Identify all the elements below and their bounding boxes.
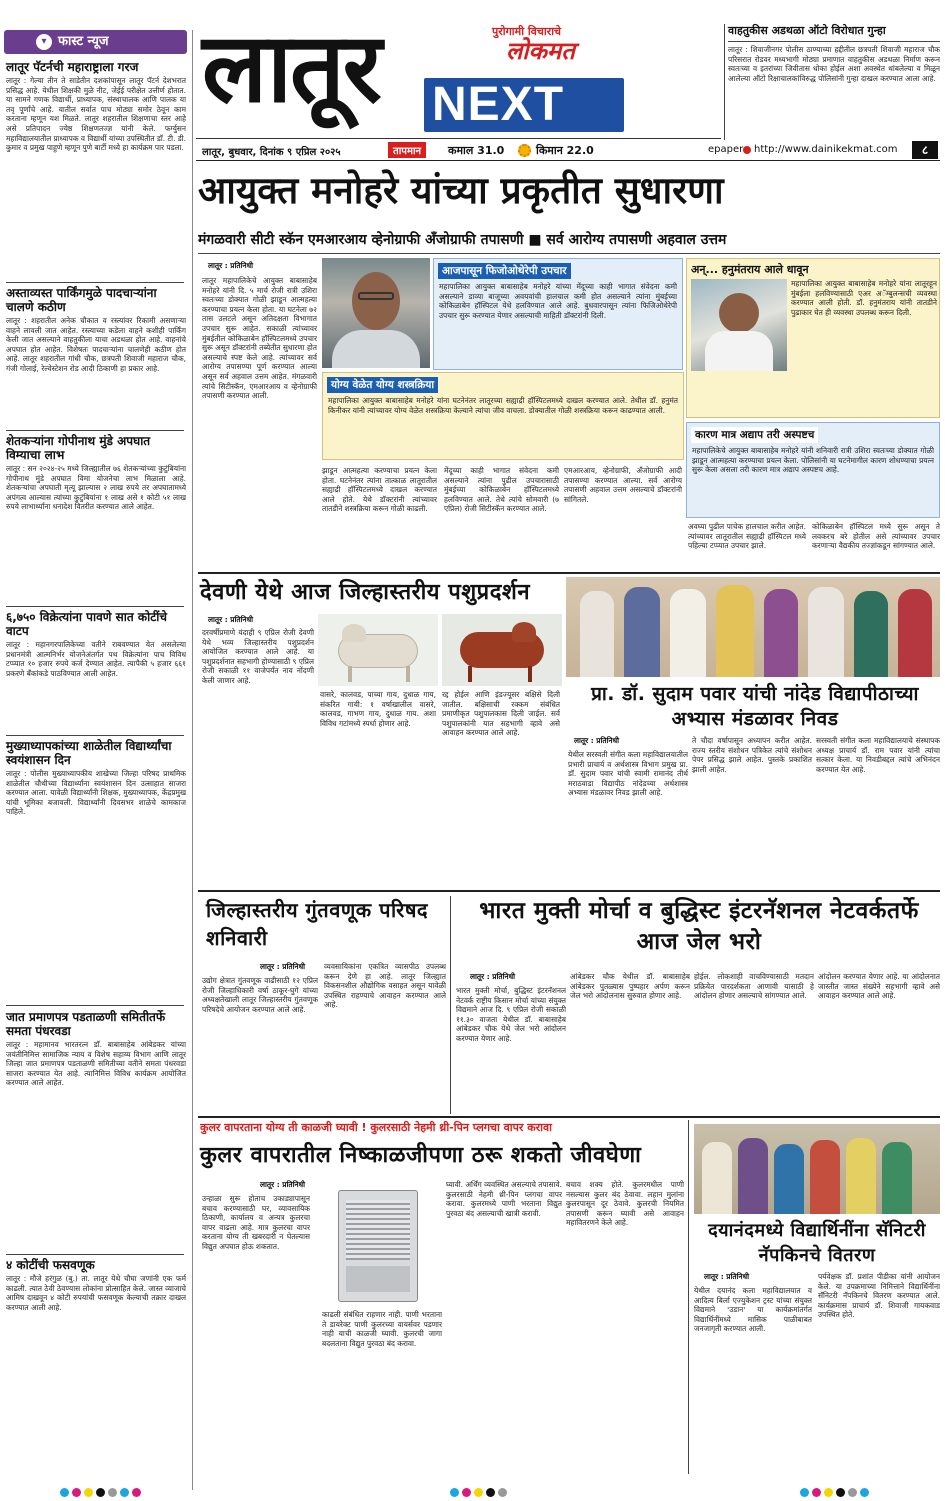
cattle-headline: देवणी येथे आज जिल्हास्तरीय पशुप्रदर्शन: [200, 580, 531, 605]
topright-separator: [724, 24, 725, 140]
portrait-head: [352, 272, 400, 330]
doctor-coat: [705, 331, 773, 371]
temp-max: कमाल 31.0: [448, 144, 505, 157]
bull-legs: [348, 666, 410, 682]
bull-legs: [468, 666, 532, 682]
cooler-photo: [314, 1186, 440, 1306]
lead-byline: लातूर : प्रतिनिधी: [208, 261, 254, 270]
temp-label: तापमान: [388, 142, 426, 158]
story-headline: अस्ताव्यस्त पार्किंगमुळे पादचाऱ्यांना चालणे कठीण: [6, 286, 157, 314]
lead-headline: आयुक्त मनोहरे यांच्या प्रकृतीत सुधारणा: [198, 169, 724, 212]
lead-subhead: मंगळवारी सीटी स्कॅन एमआरआय व्हेनोग्राफी अँजोग्राफी तपासणी ■ सर्व आरोग्य तपासणी अहवाल उत्तम: [198, 232, 727, 248]
cattle-col2: वासरे, कालवड, पाच्या गाय, दुधाळ गाय, संकरित गायी: १ वर्षाखालील वासरे, कालवड, गाभण गाय, दुधाळ गाय. अशा विविध गटांमध्ये स्पर्धा होणार आहे.: [320, 690, 436, 728]
council-byline: लातूर : प्रतिनिधी: [260, 962, 306, 971]
cooler-col1: उन्हाळा सुरू होताच उकाड्यापासून बचाव करण्यासाठी घर, व्यावसायिक ठिकाणी, कार्यालय व अन्यत्र कुलरचा वापर वाढला आहे. मात्र कुलरचा वापर करताना योग्य ती खबरदारी न घेतल्यास विद्युत अपघात होऊ शकतात.: [202, 1194, 310, 1251]
sidebar-story-3: [6, 434, 186, 610]
magenta-dot: [812, 1488, 821, 1497]
story-body: लातूर : पोलीस मुख्याध्यापकीय शाखेच्या जिल्हा परिषद प्राथमिक शाळेतील चौथीच्या विद्यार्थ्यांना स्वयंशासन दिन उत्साहात साजरा करण्यात आला. यावेळी विद्यार्थ्यांनी शिक्षक, मुख्याध्यापक, केंद्रप्रमुख यांची भूमिका बजावली. विद्यार्थ्यांनी दिवसभर शाळेचे कामकाज पाहिले.: [6, 769, 186, 817]
sidebar-story-7: [6, 1258, 186, 1484]
story-headline: मुख्याध्यापकांच्या शाळेतील विद्यार्थ्यांचा स्वयंशासन दिन: [6, 739, 172, 767]
sidebar: [4, 30, 187, 1485]
council-col1: उद्योग क्षेत्रात गुंतवणूक वाढीसाठी १२ एप्रिल रोजी जिल्हाधिकारी वर्षा ठाकूर-घुगे यांच्या अध्यक्षतेखाली लातूर जिल्हास्तरीय गुंतवणूक परिषदेचे आयोजन करण्यात आले आहे.: [202, 976, 318, 1014]
story-body: लातूर : शहरातील अनेक चौकात व रस्त्यांवर रिकामी असणाऱ्या वाहने लावली जात आहेत. रस्त्याच्या कडेला वाहने कशीही पार्किंग केली जात असल्याने वाहतुकीला याचा अडथळा होत आहे. वाहनांचे अपघात होत आहेत. विशेषतः पादचाऱ्यांना चालणेही कठीण होत आहे. लातूर शहरातील गांधी चौक, छत्रपती शिवाजी महाराज चौक, गंजी गोलाई, रेल्वेस्टेशन रोड आदी ठिकाणी हा प्रकार आहे.: [6, 316, 186, 373]
person: [854, 591, 888, 677]
epaper-icon: [743, 146, 751, 154]
lead-col1: लातूर महापालिकेचे आयुक्त बाबासाहेब मनोहरे यांनी दि. ५ मार्च रोजी रात्री उशिरा स्वतःच्या डोक्यात गोळी झाडून आत्महत्या करण्याचा प्रयत्न केला होता. या घटनेला ७२ तास उलटले असून अतिदक्षता विभागात उपचार सुरू आहेत. सकाळी त्यांच्यावर मुंबईतील कोकिळाबेन हॉस्पिटलमध्ये उपचार सुरू असून डॉक्टरांनी तब्येतीत सुधारणा होत असल्याचे स्पष्ट केले आहे. त्यांच्यावर सर्व आरोग्य तपासण्या पूर्ण करण्यात आल्या असून सर्व अहवाल उत्तम आहेत. मंगळवारी त्यांचे सिटीस्कॅन, एमआरआय व व्हेनोग्राफी तपासणी करण्यात आली.: [202, 276, 317, 401]
magenta-dot: [132, 1488, 141, 1497]
box-headline: योग्य वेळेत योग्य शस्त्रक्रिया: [327, 377, 438, 393]
story-headline: शेतकऱ्यांना गोपीनाथ मुंडे अपघात विम्याचा लाभ: [6, 434, 151, 462]
pawar-col1: येथील सरस्वती संगीत कला महाविद्यालयातील प्रभारी प्राचार्य व अर्थशास्त्र विभाग प्रमुख प्रा. डॉ. सुदाम पवार यांची स्वामी रामानंद तीर्थ मराठवाडा विद्यापीठ नांदेडच्या अर्थशास्त्र अभ्यास मंडळावर निवड झाली आहे.: [568, 750, 688, 798]
cyan-dot: [800, 1488, 809, 1497]
dateline: लातूर, बुधवार, दिनांक ९ एप्रिल २०२५: [202, 147, 341, 158]
black-dot: [486, 1488, 495, 1497]
doctor-photo: [691, 279, 787, 371]
person: [846, 1138, 876, 1214]
portrait-photo: [322, 258, 430, 368]
masthead-next: NEXT: [432, 78, 565, 131]
box-headline: कारण मात्र अद्याप तरी अस्पष्टच: [691, 427, 818, 443]
person: [810, 1140, 840, 1214]
sidebar-story-1: [6, 60, 186, 276]
portrait-shirt: [332, 330, 420, 368]
divider: [6, 282, 184, 283]
story-body: लातूर : सन २०२४-२५ मध्ये जिल्ह्यातील ७६ शेतकऱ्यांच्या कुटुंबियांना गोपीनाथ मुंडे अपघात विमा योजनेचा लाभ मिळाला आहे. शेतकऱ्यांचा अपघाती मृत्यू झाल्यास २ लाख रुपये तर अपघातामध्ये अपंगत्व आल्यास त्यांच्या कुटुंबियांना १ लाख असे १ कोटी ५१ लाख रुपये लाभार्थ्यांना धनादेश वितरीत करण्यात आले आहेत.: [6, 464, 186, 512]
sidebar-separator: [192, 30, 193, 1490]
cyan-dot: [120, 1488, 129, 1497]
sidebar-header-icon: ▾: [36, 34, 52, 50]
dayanand-photo: [694, 1124, 940, 1214]
box-body: महापालिका आयुक्त बाबासाहेब मनोहरे यांच्या मेंदूच्या काही भागात संवेदना कमी असल्याने डाव्या बाजूच्या अवयवांची हालचाल कमी होत असल्याने त्यांना मुंबईच्या कोकिळाबेन हॉस्पिटल येथे हलविण्यात आले आहे. बुधवारपासून त्यांना फिजिओथेरेपी उपचार सुरू करण्यात येणार असल्याची माहिती डॉक्टरांनी दिली.: [439, 282, 677, 320]
yellow-dot: [84, 1488, 93, 1497]
story-body: लातूर : महानगरपालिकेच्या वतीने राबवण्यात येत असलेल्या प्रधानमंत्री आत्मनिर्भर योजनेअंतर्गत पथ विक्रेत्यांना पाच विविध टप्प्यात १० हजार रुपये कर्ज देण्यात आहेत. त्यापैकी ५ हजार ६६१ प्रकरणे बँकांकडे पाठविण्यात आली आहेत.: [6, 640, 186, 678]
sidebar-story-5: [6, 739, 186, 985]
pawar-byline: लातूर : प्रतिनिधी: [574, 736, 620, 745]
doctor-figure: [719, 293, 759, 333]
cooler-byline: लातूर : प्रतिनिधी: [260, 1180, 306, 1189]
bmm-col3: होईल. लोकशाही वाचविण्यासाठी मतदान प्रक्रियेत पारदर्शकता आणावी यासाठी हे आंदोलन होणार असल्याचे सांगण्यात आले.: [694, 972, 814, 1001]
sidebar-title: फास्ट न्यूज: [58, 34, 109, 49]
person: [702, 1142, 732, 1214]
section-rule: [198, 572, 940, 574]
grey-dot: [498, 1488, 507, 1497]
registration-marks-right: [800, 1488, 869, 1497]
topright-rule: [728, 41, 940, 42]
divider: [6, 606, 184, 607]
page-number: ८: [912, 141, 938, 159]
sidebar-story-4: [6, 610, 186, 736]
lead-col4: एमआरआय, व्हेनोग्राफी, अँजोग्राफी आदी तपासण्या करण्यात आल्या. सर्व आरोग्य तपासणी अहवाल उत्तम असल्याचे डॉक्टरांनी सांगितले.: [564, 466, 682, 504]
sun-icon: [518, 144, 531, 157]
cattle-col3: रद्द होईल आणि इंडज्यूसर बक्षिसे दिली जातील. बक्षिसाची रक्कम संबंधित प्रमाणीकृत पशुपालकास दिली जाईल. सर्व पशुपालकांनी यात सहभागी व्हावे असे आवाहन करण्यात आले आहे.: [442, 690, 560, 738]
registration-marks-center: [450, 1488, 507, 1497]
story-body: लातूर : गेल्या तीन ते साडेतीन दशकांपासून लातूर पॅटर्न देशभरात प्रसिद्ध आहे. येथील शिक्षकी मुळे नीट, जेईई परीक्षेत उत्तीर्ण होतात. या सामने गणक विद्यार्थी, प्राध्यापक, संस्थाचालक आणि पालक या तवृ पूर्णांचे आहे. यातील सर्वात पाच मोठ्या समोर ठेवून काम करताना म्हणून यश मिळते. लातूर शहरातील शिक्षणाचा स्तर आहे असे प्रतिपादन ज्येष्ठ शिक्षणतज्ज्ञ यांनी केले. फर्ग्युसन महाविद्यालयातील प्राध्यापक व विद्यार्थी यांच्या उपस्थितीत डॉ. टी. डी. कुमार व प्रमुख पाहुणे म्हणून पुणे बार्टी मध्ये हा कार्यक्रम पार पडला.: [6, 76, 186, 153]
box-body: महापालिकेचे आयुक्त बाबासाहेब मनोहरे यांनी शनिवारी रात्री उशिरा स्वतःच्या डोक्यात गोळी झाडून आत्महत्या करण्याचा प्रयत्न केला. पोलिसांनी या घटनेमागील कारण शोधण्याचा प्रयत्न सुरू केला असला तरी कारण मात्र अद्याप अस्पष्टच आहे.: [692, 446, 934, 475]
person: [738, 1138, 768, 1214]
story-headline: ४ कोटींची फसवणूक: [6, 1258, 95, 1272]
story-body: लातूर : मौजे हरंगुळ (बु.) ता. लातूर येथे चौघा जणांनी एक फर्म काढली. त्यात ठेवी ठेवण्यास लोकांना प्रोत्साहित केले. जास्त व्याजाचे आमिष दाखवून ४ कोटी रुपयांची फसवणूक केल्याची तक्रार दाखल करण्यात आली आहे.: [6, 1274, 186, 1312]
masthead-rule: [196, 138, 721, 139]
bull-hump: [342, 624, 366, 642]
person: [716, 585, 754, 677]
masthead-title: लातूर: [202, 12, 380, 124]
portrait-glasses: [358, 292, 394, 300]
box-headline: आजपासून फिजोओथेरेपी उपचार: [438, 263, 571, 279]
epaper-label: epaper: [708, 144, 744, 155]
section-rule: [198, 890, 940, 892]
bmm-col1: भारत मुक्ती मोर्चा, बुद्धिस्ट इंटरनॅशनल नेटवर्क राष्ट्रीय किसान मोर्चा यांच्या संयुक्त विद्यमाने आज दि. ९ एप्रिल रोजी सकाळी ११.३० वाजता येथील डॉ. बाबासाहेब आंबेडकर चौक येथे जेल भरो आंदोलन करण्यात येणार आहे.: [456, 986, 566, 1043]
bmm-byline: लातूर : प्रतिनिधी: [470, 972, 516, 981]
sidebar-story-6: [6, 1010, 186, 1230]
cooler-col2: काढली संबंधित राहणार नाही. पाणी भरताना ते डायरेक्ट पाणी कुलरच्या वायर्सवर पडणार नाही याची काळजी घ्यावी. कुलरची जागा बदलताना विद्युत पुरवठा बंद करावा.: [322, 1310, 442, 1348]
person: [898, 589, 932, 677]
lead-col6: कोकिळाबेन हॉस्पिटल मध्ये सुरू असून ते लवकरच बरे होतील असे त्यांच्यावर उपचार करणाऱ्या वैद्यकीय तज्ज्ञांकडून सांगण्यात आले.: [812, 522, 940, 551]
dateline-bar: [196, 141, 940, 161]
dayanand-col1: येथील दयानंद कला महाविद्यालयात व आदित्य बिर्ला एज्युकेशन ट्रस्ट यांच्या संयुक्त विद्यमाने 'उडान' या कार्यक्रमांतर्गत विद्यार्थिनींमध्ये मासिक पाळीबाबत जनजागृती करण्यात आली.: [694, 1286, 812, 1334]
story-body: लातूर : महामानव भारतरत्न डॉ. बाबासाहेब आंबेडकर यांच्या जयंतीनिमित्त सामाजिक न्याय व विशेष सहाय्य विभाग आणि लातूर जिल्हा जात प्रमाणपत्र पडताळणी समितीच्या वतीने समता पंधरवडा साजरा करण्यात येत आहे. त्यानिमित्त विविध कार्यक्रम आयोजित करण्यात आले आहेत.: [6, 1040, 186, 1088]
topright-body: लातूर : शिवाजीनगर पोलीस ठाण्याच्या हद्दीतील छत्रपती शिवाजी महाराज चौक परिसरात रोडवर मध्यभागी मोठ्या प्रमाणात वाहतुकीस अडथळा निर्माण करून स्वतःच्या व इतरांच्या जिवीतास धोका होईल अशा अवस्थेत थांबलेल्या व मिळून आलेल्या ऑटो रिक्षाचालकांविरुद्ध पोलिसांनी गुन्हा दाखल करण्यात आला आहे.: [728, 45, 940, 83]
box-body: महापालिका आयुक्त बाबासाहेब मनोहरे यांना लातूरहून मुंबईला हलविण्यासाठी एअर अॅम्बुलन्सची व्यवस्था करण्यात आली होती. डॉ. हनुमंतराय यांनी तातडीने पुढाकार घेत ही व्यवस्था उपलब्ध करून दिली.: [791, 279, 937, 317]
column-rule: [688, 1120, 689, 1474]
grey-dot: [848, 1488, 857, 1497]
cooler-col3: घ्यावी. अर्थिंग व्यवस्थित असल्याचे तपासावे. कुलरसाठी नेहमी थ्री-पिन प्लगचा वापर करावा. कुलरमध्ये पाणी भरताना विद्युत पुरवठा बंद असल्याची खात्री करावी.: [446, 1180, 562, 1218]
story-headline: ६,७५० विक्रेत्यांना पावणे सात कोटींचे वाटप: [6, 610, 167, 638]
cooler-headline: कुलर वापरातील निष्काळजीपणा ठरू शकतो जीवघेणा: [200, 1143, 642, 1168]
felicitation-photo: [566, 577, 940, 677]
pawar-col3: सरस्वती संगीत कला महाविद्यालयाचे संस्थापक अध्यक्ष प्राचार्य डॉ. राम पवार यांनी त्यांचा सत्कार केला. या निवडीबद्दल त्यांचे अभिनंदन करण्यात येत आहे.: [816, 736, 940, 774]
masthead-brand: लोकमत: [506, 37, 575, 65]
person: [774, 1144, 804, 1214]
divider: [6, 1005, 184, 1006]
dayanand-headline: दयानंदमध्ये विद्यार्थिनींना सॅनिटरी नॅपकिनचे वितरण: [708, 1220, 926, 1266]
cyan-dot: [450, 1488, 459, 1497]
cyan-dot: [860, 1488, 869, 1497]
council-col2: व्यवसायिकांना एकत्रित व्यासपीठ उपलब्ध करून देणे हा आहे. लातूर जिल्ह्यात विकसनशील औद्योगिक वसाहत असून यावेळी उपस्थित राहण्याचे आवाहन करण्यात आले आहे.: [324, 962, 446, 1010]
bull-photo-red: [442, 614, 562, 686]
masthead-tagline: पुरोगामी विचाराचे: [492, 25, 562, 38]
lead-box-physio: [433, 258, 683, 370]
bull-hump: [512, 622, 536, 642]
topright-story: [728, 24, 940, 142]
epaper-url[interactable]: http://www.dainikekmat.com: [754, 144, 898, 155]
lead-col3: मेंदूच्या काही भागात संवेदना कमी असल्याने त्यांना पुढील उपचारासाठी मुंबईच्या कोकिळाबेन हॉस्पिटलमध्ये हलविण्यात आले. तेथे त्यांचे सोमवारी (७ एप्रिल) रोजी सिटीस्कॅन करण्यात आले.: [444, 466, 559, 514]
black-dot: [836, 1488, 845, 1497]
divider: [6, 430, 184, 431]
grey-dot: [108, 1488, 117, 1497]
masthead: [196, 12, 721, 160]
lead-box-reason: [686, 422, 940, 518]
lead-box-hanumant: [686, 258, 940, 418]
sidebar-story-2: [6, 286, 186, 430]
bmm-col4: आंदोलन करण्यात येणार आहे. या आंदोलनात जास्तीत जास्त संख्येने सहभागी व्हावे असे आवाहन करण्यात आले आहे.: [818, 972, 940, 1001]
pawar-col2: ते चौदा वर्षापासून अध्यापन करीत आहेत. राज्य स्तरीय संशोधन पत्रिकेत त्यांचे संशोधन पेपर प्रसिद्ध झाले आहेत. पुस्तके प्रकाशित झाली आहेत.: [692, 736, 812, 774]
person: [882, 1142, 912, 1214]
divider: [6, 735, 184, 736]
magenta-dot: [462, 1488, 471, 1497]
cooler-grille: [346, 1200, 410, 1260]
person: [580, 591, 614, 677]
magenta-dot: [72, 1488, 81, 1497]
topright-headline: वाहतुकीस अडथळा ऑटो विरोधात गुन्हा: [728, 24, 886, 37]
box-body: महापालिका आयुक्त बाबासाहेब मनोहरे यांना घटनेनंतर लातूरच्या सह्याद्री हॉस्पिटलमध्ये दाखल करण्यात आले. तेथील डॉ. हनुमंत किनीकर यांनी त्यांच्यावर योग्य वेळेत शस्त्रक्रिया केल्याने त्यांचा जीव वाचला. डोक्यातील गोळी शस्त्रक्रिया करून काढण्यात आली.: [328, 396, 678, 415]
column-rule: [450, 896, 451, 1114]
lead-box-surgery: [322, 372, 684, 460]
dayanand-byline: लातूर : प्रतिनिधी: [704, 1272, 750, 1281]
lead-rule: [198, 253, 940, 254]
person: [808, 587, 844, 677]
box-headline: अन्... हनुमंतराय आले धावून: [691, 263, 809, 276]
yellow-dot: [474, 1488, 483, 1497]
person: [670, 589, 706, 677]
bmm-headline: भारत मुक्ती मोर्चा व बुद्धिस्ट इंटरनॅशनल नेटवर्कतर्फे आज जेल भरो: [479, 898, 919, 955]
cattle-byline: लातूर : प्रतिनिधी: [208, 615, 254, 624]
yellow-dot: [824, 1488, 833, 1497]
lead-col2: झाडून आत्महत्या करण्याचा प्रयत्न केला होता. घटनेनंतर त्यांना तात्काळ लातूरातील सह्याद्री हॉस्पिटलमध्ये दाखल करण्यात आले होते. येथे डॉक्टरांनी त्यांच्यावर तातडीने शस्त्रक्रिया करून गोळी काढली.: [322, 466, 437, 514]
section-rule: [198, 1116, 940, 1118]
person: [624, 587, 660, 677]
lead-col5: अवघ्या पुढील पाचेक हालचाल करीत आहेत. त्यांच्यावर लातूरातील सह्याद्री हॉस्पिटल मध्ये पहिल्या टप्प्यात उपचार झाले.: [688, 522, 806, 551]
bull-photo-white: [318, 614, 438, 686]
registration-marks-left: [60, 1488, 141, 1497]
cooler-panel: [346, 1266, 410, 1292]
story-headline: लातूर पॅटर्नची महाराष्ट्राला गरज: [6, 60, 139, 74]
pawar-headline: प्रा. डॉ. सुदाम पवार यांची नांदेड विद्यापीठाच्या अभ्यास मंडळावर निवड: [591, 683, 919, 730]
person: [764, 589, 798, 677]
council-headline: जिल्हास्तरीय गुंतवणूक परिषद शनिवारी: [206, 898, 429, 950]
divider: [6, 1254, 184, 1255]
cooler-strap: कुलर वापरताना योग्य ती काळजी घ्यावी ! कुलरसाठी नेहमी थ्री-पिन प्लगचा वापर करावा: [200, 1121, 552, 1134]
temp-min: किमान 22.0: [536, 144, 594, 157]
cyan-dot: [60, 1488, 69, 1497]
story-headline: जात प्रमाणपत्र पडताळणी समितीतर्फे समता पंधरवडा: [6, 1010, 166, 1038]
cattle-col1: दरवर्षीप्रमाणे यंदाही ९ एप्रिल रोजी देवणी येथे भव्य जिल्हास्तरीय पशुप्रदर्शन आयोजित करण्यात आले आहे. या पशुप्रदर्शनात सहभागी होण्यासाठी ९ एप्रिल रोजी सकाळी ११ वाजेपर्यंत नाव नोंदणी केली जाणार आहे.: [202, 628, 314, 685]
bmm-col2: आंबेडकर चौक येथील डॉ. बाबासाहेब आंबेडकर पुतळ्यास पुष्पहार अर्पण करून जेल भरो आंदोलनास सुरुवात होणार आहे.: [570, 972, 690, 1001]
dayanand-col2: पर्यवेक्षक डॉ. प्रशांत पीडीका यांनी आयोजन केले. या उपक्रमाच्या निमित्ताने विद्यार्थिनींना सॅनिटरी नॅपकिनचे वितरण करण्यात आले. कार्यक्रमास प्राचार्य डॉ. शिवाजी गायकवाड उपस्थित होते.: [818, 1272, 940, 1320]
black-dot: [96, 1488, 105, 1497]
cooler-col4: बचाव शक्य होते. कुलरमधील पाणी नसल्यास कुलर बंद ठेवावा. लहान मुलांना कुलरपासून दूर ठेवावे. कुलरची नियमित तपासणी करून घ्यावी असे आवाहन महावितरणने केले आहे.: [566, 1180, 684, 1228]
